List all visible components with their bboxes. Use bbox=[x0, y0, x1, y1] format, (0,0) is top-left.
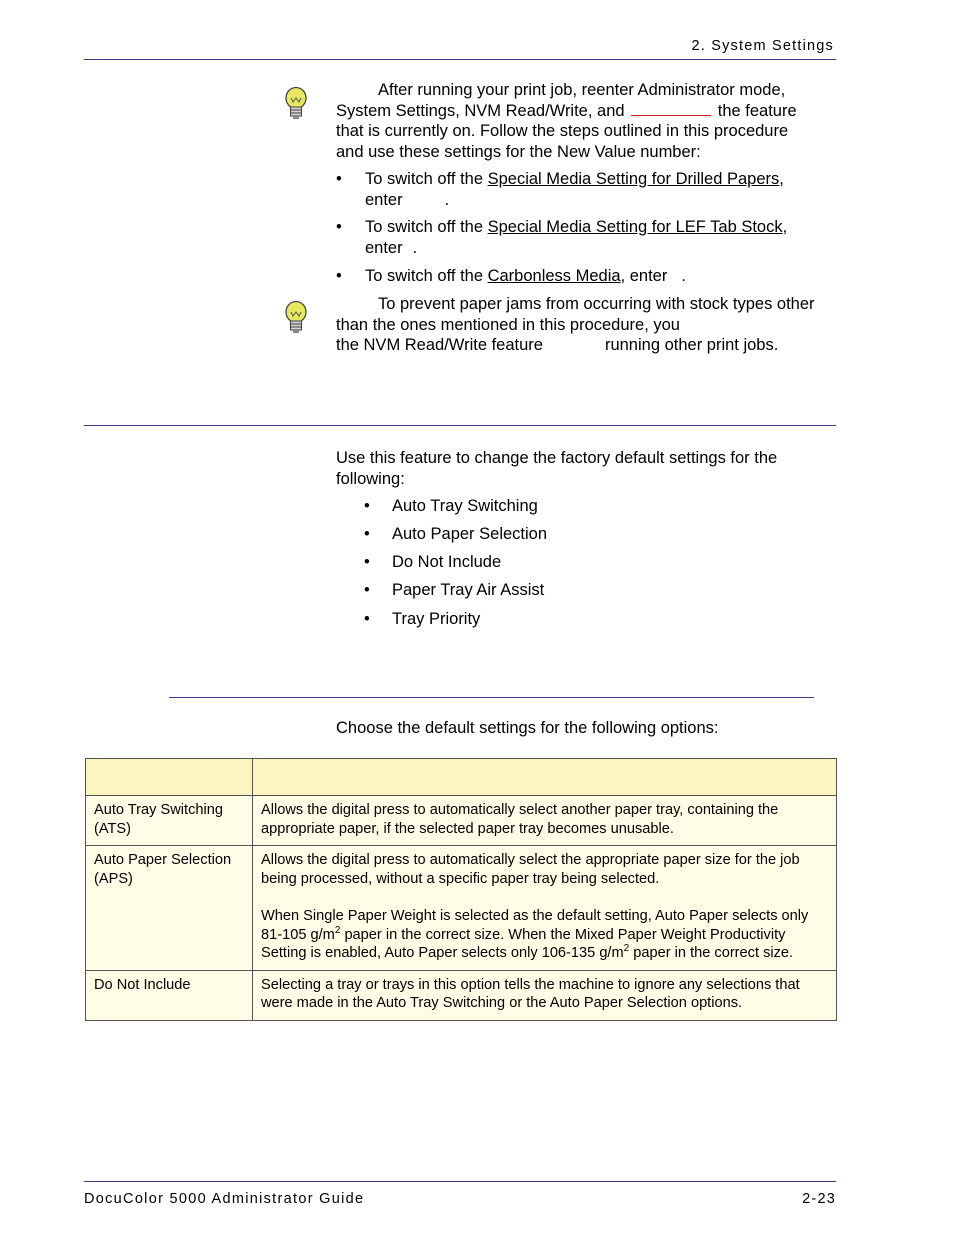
intro-line: following: bbox=[336, 469, 405, 488]
bullet-text: To switch off the bbox=[365, 267, 488, 285]
tip-line bbox=[336, 101, 836, 122]
desc-text: paper in the correct size. When the Mixed Paper Weight Productivity Setting is enabled, Auto Paper selects only 106-135 g/m bbox=[261, 926, 786, 961]
bullet-dot: • bbox=[364, 525, 370, 543]
link-drilled-papers[interactable]: Special Media Setting for Drilled Papers bbox=[487, 170, 780, 188]
table-header-cell bbox=[86, 759, 253, 796]
link-carbonless-media[interactable]: Carbonless Media bbox=[487, 267, 621, 285]
tip-line: To prevent paper jams from occurring with stock types other bbox=[378, 295, 815, 313]
option-description-para bbox=[261, 907, 828, 963]
intro-line: Use this feature to change the factory default settings for the bbox=[336, 449, 778, 467]
bullet-text: enter bbox=[365, 190, 403, 209]
option-name: Auto Paper Selection (APS) bbox=[86, 846, 253, 971]
table-row bbox=[86, 846, 837, 971]
footer-rule bbox=[84, 1181, 836, 1182]
redacted-word-line bbox=[631, 101, 711, 116]
running-header: 2. System Settings bbox=[691, 38, 834, 54]
footer-page-number: 2-23 bbox=[802, 1191, 836, 1207]
intro-paragraph bbox=[336, 448, 836, 489]
bullet-text: To switch off the bbox=[365, 170, 488, 188]
superscript: 2 bbox=[623, 943, 630, 955]
link-lef-tab-stock[interactable]: Special Media Setting for LEF Tab Stock bbox=[487, 218, 783, 236]
bullet-text: enter bbox=[365, 238, 403, 257]
bullet-dot: • bbox=[336, 218, 342, 236]
section-rule bbox=[84, 425, 836, 426]
table-row bbox=[86, 796, 837, 846]
tip-line: than the ones mentioned in this procedure, you bbox=[336, 315, 680, 334]
feature-label: Tray Priority bbox=[392, 610, 481, 628]
tip-line-part: the feature bbox=[717, 101, 797, 120]
choose-paragraph: Choose the default settings for the following options: bbox=[336, 719, 719, 737]
bullet-dot: • bbox=[336, 267, 342, 285]
tip-line: that is currently on. Follow the steps outlined in this procedure bbox=[336, 122, 789, 140]
table-header-row bbox=[86, 759, 837, 796]
feature-label: Paper Tray Air Assist bbox=[392, 581, 545, 599]
bullet-dot: • bbox=[364, 497, 370, 515]
bullet-text: , enter bbox=[620, 267, 668, 285]
option-name: Auto Tray Switching (ATS) bbox=[86, 796, 253, 846]
option-description: Selecting a tray or trays in this option tells the machine to ignore any selections that were made in the Auto Tray Switching or the Auto Paper Selection options. bbox=[253, 970, 837, 1020]
options-table bbox=[85, 758, 837, 1021]
bullet-text: . bbox=[444, 190, 450, 209]
lightbulb-tip-icon bbox=[283, 300, 309, 334]
tip-line: and use these settings for the New Value number: bbox=[336, 142, 701, 161]
bullet-dot: • bbox=[364, 610, 370, 628]
bullet-text: , bbox=[779, 170, 784, 188]
tip-line-part: System Settings, NVM Read/Write, and bbox=[336, 101, 625, 120]
bullet-text: To switch off the bbox=[365, 218, 488, 236]
superscript: 2 bbox=[334, 924, 341, 936]
footer-guide-title: DocuColor 5000 Administrator Guide bbox=[84, 1191, 365, 1207]
option-name: Do Not Include bbox=[86, 970, 253, 1020]
bullet-text: . bbox=[681, 267, 686, 285]
tip-paragraph bbox=[336, 80, 836, 162]
bullet-text: , bbox=[782, 218, 788, 236]
desc-text: When Single Paper Weight is selected as the default setting, Auto Paper selects only 81-105 g/m bbox=[261, 908, 809, 943]
option-description: Allows the digital press to automatically select another paper tray, containing the appropriate paper, if the selected paper tray becomes unusable. bbox=[253, 796, 837, 846]
feature-label: Do Not Include bbox=[392, 553, 502, 571]
bullet-dot: • bbox=[364, 581, 370, 599]
table-row bbox=[86, 970, 837, 1020]
subsection-rule bbox=[169, 697, 814, 698]
bullet-dot: • bbox=[336, 170, 342, 188]
tip-line bbox=[336, 335, 836, 356]
option-description-para: Allows the digital press to automatically select the appropriate paper size for the job being processed, without a specific paper tray being selected. bbox=[261, 852, 800, 887]
tip-line-part: running other print jobs. bbox=[604, 336, 779, 354]
table-header-cell bbox=[253, 759, 837, 796]
bullet-text: . bbox=[412, 238, 418, 257]
feature-label: Auto Tray Switching bbox=[392, 497, 538, 515]
tip-paragraph bbox=[336, 294, 836, 356]
desc-text: paper in the correct size. bbox=[629, 945, 794, 961]
tip-line-part: the NVM Read/Write feature bbox=[336, 336, 543, 354]
tip-line: After running your print job, reenter Administrator mode, bbox=[378, 81, 786, 99]
lightbulb-tip-icon bbox=[283, 86, 309, 120]
option-description bbox=[253, 846, 837, 971]
header-rule bbox=[84, 59, 836, 60]
bullet-dot: • bbox=[364, 553, 370, 571]
feature-label: Auto Paper Selection bbox=[392, 525, 548, 543]
